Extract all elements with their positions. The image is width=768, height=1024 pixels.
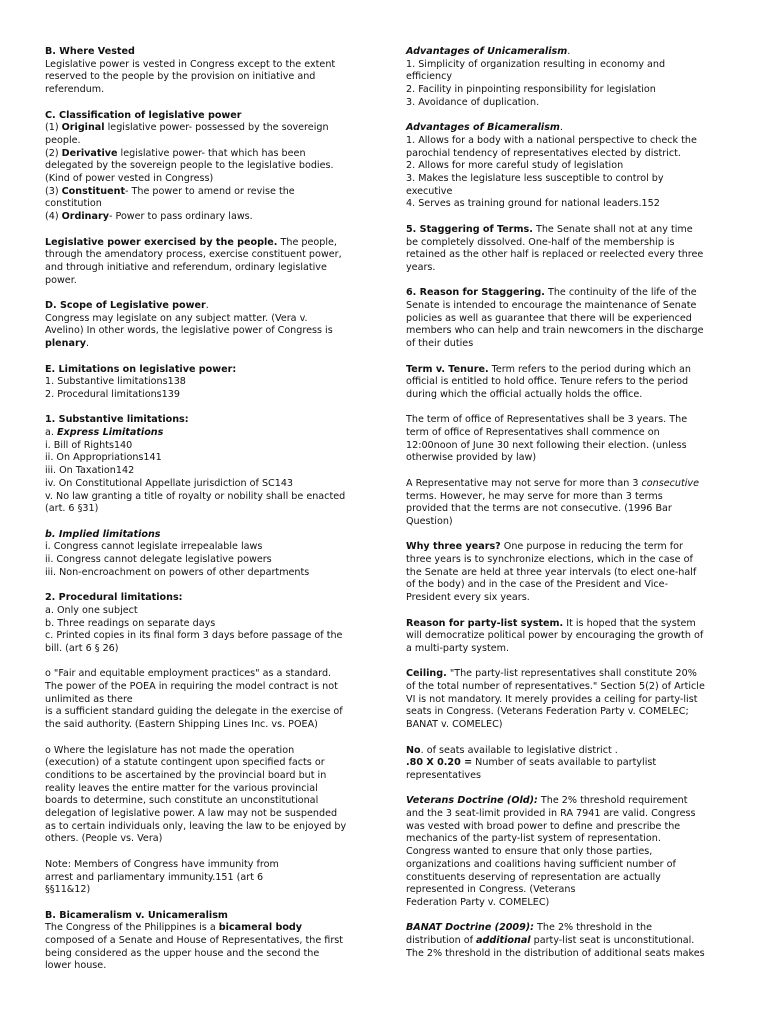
text-line bbox=[406, 160, 726, 173]
text-line bbox=[45, 554, 367, 567]
text-line bbox=[406, 503, 726, 516]
text-run: retained as the other half is replaced or reelected every three bbox=[406, 249, 704, 261]
text-run: through the amendatory process, exercise constituent power, bbox=[45, 249, 342, 261]
text-section bbox=[406, 364, 726, 402]
text-line bbox=[406, 770, 726, 783]
text-line bbox=[45, 960, 367, 973]
text-run: a. bbox=[45, 427, 57, 439]
text-run: Congress wanted to ensure that only those parties, bbox=[406, 846, 653, 858]
text-run: 3. Avoidance of duplication. bbox=[406, 96, 540, 108]
text-line bbox=[406, 262, 726, 275]
text-section bbox=[406, 795, 726, 909]
text-section bbox=[45, 300, 367, 351]
text-run: unlimited as there bbox=[45, 693, 133, 705]
text-run: power. bbox=[45, 274, 77, 286]
text-run: The 2% threshold requirement bbox=[537, 795, 688, 807]
text-run: policies as well as guarantee that there will be experienced bbox=[406, 312, 692, 324]
text-run: 1. Substantive limitations: bbox=[45, 414, 189, 426]
text-section bbox=[45, 859, 367, 897]
text-line bbox=[406, 757, 726, 770]
text-run: 2. Facility in pinpointing responsibility for legislation bbox=[406, 84, 656, 96]
text-run: three years is to synchronize elections, which in the case of bbox=[406, 554, 693, 566]
text-line bbox=[406, 554, 726, 567]
text-run: seats in Congress. (Veterans Federation Party v. COMELEC; bbox=[406, 706, 689, 718]
text-run: The Senate shall not at any time bbox=[532, 223, 693, 235]
text-line bbox=[45, 148, 367, 161]
text-run: §§11&12) bbox=[45, 884, 91, 896]
text-run: C. Classification of legislative power bbox=[45, 109, 242, 121]
text-line bbox=[45, 706, 367, 719]
text-line bbox=[406, 97, 726, 110]
text-line bbox=[45, 872, 367, 885]
text-line bbox=[45, 465, 367, 478]
text-line bbox=[406, 198, 726, 211]
text-line bbox=[45, 681, 367, 694]
text-run: Term v. Tenure. bbox=[406, 363, 489, 375]
text-line bbox=[45, 592, 367, 605]
text-line bbox=[45, 262, 367, 275]
text-line bbox=[45, 745, 367, 758]
text-run: reserved to the people by the provision on initiative and bbox=[45, 71, 316, 83]
text-line bbox=[45, 668, 367, 681]
text-line bbox=[45, 300, 367, 313]
text-line bbox=[406, 478, 726, 491]
text-line bbox=[45, 135, 367, 148]
text-section bbox=[406, 414, 726, 465]
text-line bbox=[45, 541, 367, 554]
text-line bbox=[406, 491, 726, 504]
text-line bbox=[45, 910, 367, 923]
text-run: Express Limitations bbox=[56, 427, 164, 439]
text-run: Ceiling. bbox=[406, 668, 447, 680]
text-run: ii. Congress cannot delegate legislative powers bbox=[45, 554, 272, 566]
text-run: Question) bbox=[406, 515, 453, 527]
text-run: Federation Party v. COMELEC) bbox=[406, 896, 550, 908]
text-line bbox=[406, 135, 726, 148]
text-run: o "Fair and equitable employment practices" as a standard. bbox=[45, 668, 332, 680]
text-line bbox=[45, 630, 367, 643]
text-line bbox=[406, 694, 726, 707]
text-run: . bbox=[205, 300, 209, 312]
text-run: President every six years. bbox=[406, 592, 530, 604]
text-line bbox=[45, 503, 367, 516]
text-run: Note: Members of Congress have immunity from bbox=[45, 858, 279, 870]
text-run: - Power to pass ordinary laws. bbox=[108, 211, 253, 223]
text-run: people. bbox=[45, 134, 81, 146]
text-run: Number of seats available to partylist bbox=[472, 757, 657, 769]
text-line bbox=[406, 541, 726, 554]
text-run: iii. On Taxation142 bbox=[45, 465, 135, 477]
text-run: the Senate are held at three year intervals (to elect one-half bbox=[406, 566, 697, 578]
text-line bbox=[406, 846, 726, 859]
text-line bbox=[406, 287, 726, 300]
text-run: provided that the terms are not consecutive. (1996 Bar bbox=[406, 503, 672, 515]
text-run: is a sufficient standard guiding the delegate in the exercise of bbox=[45, 706, 343, 718]
text-line bbox=[45, 795, 367, 808]
text-line bbox=[45, 338, 367, 351]
text-run: The 2% threshold in the distribution of additional seats makes bbox=[406, 947, 705, 959]
text-run: delegated by the sovereign people to the legislative bodies. bbox=[45, 160, 334, 172]
text-run: . bbox=[85, 338, 90, 350]
text-line bbox=[406, 618, 726, 631]
text-line bbox=[406, 338, 726, 351]
text-run: distribution of bbox=[406, 935, 477, 947]
text-line bbox=[406, 249, 726, 262]
text-line bbox=[406, 795, 726, 808]
text-run: No bbox=[406, 744, 421, 756]
text-line bbox=[45, 313, 367, 326]
text-run: a multi-party system. bbox=[406, 642, 510, 654]
text-line bbox=[45, 922, 367, 935]
text-run: legislative power- possessed by the sovereign bbox=[104, 122, 329, 134]
text-run: The people, bbox=[277, 236, 337, 248]
text-run: BANAT Doctrine (2009): bbox=[406, 922, 534, 934]
text-run: 2. Allows for more careful study of legislation bbox=[406, 160, 624, 172]
text-run: organizations and coalitions having sufficient number of bbox=[406, 858, 676, 870]
text-run: Advantages of Unicameralism bbox=[406, 46, 568, 57]
text-line bbox=[406, 186, 726, 199]
text-line bbox=[45, 389, 367, 402]
text-run: terms. However, he may serve for more than 3 terms bbox=[406, 490, 663, 502]
text-line bbox=[406, 821, 726, 834]
text-run: c. Printed copies in its final form 3 days before passage of the bbox=[45, 630, 343, 642]
text-section bbox=[406, 287, 726, 351]
text-run: being considered as the upper house and the second the bbox=[45, 947, 320, 959]
text-line bbox=[45, 719, 367, 732]
text-line bbox=[45, 821, 367, 834]
text-run: a. Only one subject bbox=[45, 604, 138, 616]
text-run: 5. Staggering of Terms. bbox=[406, 223, 533, 235]
text-run: (3) bbox=[45, 185, 62, 197]
text-line bbox=[45, 529, 367, 542]
text-line bbox=[45, 440, 367, 453]
text-section bbox=[45, 414, 367, 516]
text-line bbox=[406, 452, 726, 465]
text-line bbox=[406, 313, 726, 326]
text-run: bill. (art 6 § 26) bbox=[45, 642, 119, 654]
text-run: parochial tendency of representatives elected by district. bbox=[406, 147, 681, 159]
text-run: during which the official actually holds the office. bbox=[406, 388, 643, 400]
text-line bbox=[406, 71, 726, 84]
text-run: 4. Serves as training ground for national leaders.152 bbox=[406, 198, 660, 210]
text-run: legislative power- that which has been bbox=[117, 147, 306, 159]
text-run: Ordinary bbox=[61, 211, 109, 223]
text-line bbox=[406, 668, 726, 681]
text-line bbox=[45, 948, 367, 961]
text-line bbox=[45, 237, 367, 250]
text-run: iv. On Constitutional Appellate jurisdiction of SC143 bbox=[45, 477, 294, 489]
text-run: years. bbox=[406, 261, 436, 273]
text-line bbox=[45, 122, 367, 135]
text-run: B. Bicameralism v. Unicameralism bbox=[45, 909, 228, 921]
text-line bbox=[45, 491, 367, 504]
text-run: (4) bbox=[45, 211, 62, 223]
text-run: One purpose in reducing the term for bbox=[500, 541, 683, 553]
text-run: (1) bbox=[45, 122, 62, 134]
text-section bbox=[45, 237, 367, 288]
text-run: the said authority. (Eastern Shipping Lines Inc. vs. POEA) bbox=[45, 719, 318, 731]
text-run: arrest and parliamentary immunity.151 (art 6 bbox=[45, 871, 264, 883]
text-line bbox=[45, 59, 367, 72]
text-line bbox=[45, 694, 367, 707]
text-run: will democratize political power by encouraging the growth of bbox=[406, 630, 704, 642]
text-run: B. Where Vested bbox=[45, 46, 135, 57]
text-line bbox=[406, 389, 726, 402]
text-section bbox=[406, 224, 726, 275]
text-run: E. Limitations on legislative power: bbox=[45, 363, 237, 375]
text-section bbox=[45, 529, 367, 580]
text-run: efficiency bbox=[406, 71, 453, 83]
text-line bbox=[45, 249, 367, 262]
text-run: o Where the legislature has not made the operation bbox=[45, 744, 295, 756]
text-line bbox=[406, 897, 726, 910]
text-line bbox=[45, 364, 367, 377]
text-section bbox=[45, 46, 367, 97]
text-line bbox=[406, 376, 726, 389]
text-run: Derivative bbox=[61, 147, 118, 159]
text-line bbox=[406, 935, 726, 948]
text-line bbox=[406, 516, 726, 529]
text-run: (art. 6 §31) bbox=[45, 503, 99, 515]
text-run: members who can help and train newcomers in the discharge bbox=[406, 325, 704, 337]
text-run: (2) bbox=[45, 147, 62, 159]
text-line bbox=[45, 478, 367, 491]
text-line bbox=[45, 211, 367, 224]
text-line bbox=[406, 948, 726, 961]
text-run: ii. On Appropriations141 bbox=[45, 452, 162, 464]
text-run: The 2% threshold in the bbox=[534, 922, 652, 934]
text-line bbox=[45, 376, 367, 389]
text-run: D. Scope of Legislative power bbox=[45, 300, 206, 312]
text-line bbox=[406, 300, 726, 313]
text-run: 2. Procedural limitations: bbox=[45, 592, 183, 604]
text-run: Avelino) In other words, the legislative power of Congress is bbox=[45, 325, 333, 337]
text-line bbox=[406, 325, 726, 338]
left-column bbox=[45, 46, 367, 986]
text-line bbox=[45, 567, 367, 580]
text-line bbox=[406, 567, 726, 580]
text-run: Legislative power exercised by the people. bbox=[45, 236, 278, 248]
text-line bbox=[406, 859, 726, 872]
text-line bbox=[406, 745, 726, 758]
text-run: was vested with broad power to define and prescribe the bbox=[406, 820, 681, 832]
text-section bbox=[406, 922, 726, 960]
text-run: 12:00noon of June 30 next following their election. (unless bbox=[406, 439, 687, 451]
text-run: Senate is intended to encourage the maintenance of Senate bbox=[406, 300, 697, 312]
text-run: constitution bbox=[45, 198, 102, 210]
text-run: . of seats available to legislative district . bbox=[420, 744, 618, 756]
text-run: bicameral body bbox=[218, 922, 303, 934]
text-run: BANAT v. COMELEC) bbox=[406, 719, 503, 731]
text-run: iii. Non-encroachment on powers of other departments bbox=[45, 566, 310, 578]
text-line bbox=[406, 643, 726, 656]
text-run: be completely dissolved. One-half of the membership is bbox=[406, 236, 675, 248]
text-run: A Representative may not serve for more than 3 bbox=[406, 477, 642, 489]
text-run: others. (People vs. Vera) bbox=[45, 833, 163, 845]
text-line bbox=[406, 84, 726, 97]
text-line bbox=[406, 922, 726, 935]
text-run: as to certain individuals only, leaving the law to be enjoyed by bbox=[45, 820, 347, 832]
text-run: Original bbox=[61, 122, 105, 134]
text-run: VI is not mandatory. It merely provides a ceiling for party-list bbox=[406, 693, 698, 705]
text-line bbox=[45, 833, 367, 846]
text-run: official is entitled to hold office. Tenure refers to the period bbox=[406, 376, 689, 388]
text-run: . bbox=[567, 46, 571, 57]
text-line bbox=[45, 325, 367, 338]
text-run: The Congress of the Philippines is a bbox=[45, 922, 219, 934]
text-line bbox=[406, 681, 726, 694]
text-run: Reason for party-list system. bbox=[406, 617, 564, 629]
text-run: Congress may legislate on any subject matter. (Vera v. bbox=[45, 312, 308, 324]
text-line bbox=[45, 160, 367, 173]
text-run: term of office of Representatives shall commence on bbox=[406, 427, 660, 439]
text-section bbox=[45, 668, 367, 732]
text-line bbox=[45, 452, 367, 465]
text-line bbox=[406, 719, 726, 732]
text-line bbox=[45, 859, 367, 872]
text-line bbox=[406, 706, 726, 719]
text-run: lower house. bbox=[45, 960, 107, 972]
text-section bbox=[406, 745, 726, 783]
text-line bbox=[45, 427, 367, 440]
text-section bbox=[406, 46, 726, 110]
text-run: Constituent bbox=[61, 185, 126, 197]
text-run: . bbox=[559, 122, 563, 134]
text-section bbox=[406, 618, 726, 656]
text-run: additional bbox=[476, 935, 531, 947]
text-run: 3. Makes the legislature less susceptible to control by bbox=[406, 173, 664, 185]
text-line bbox=[45, 414, 367, 427]
text-line bbox=[45, 173, 367, 186]
text-run: delegation of legislative power. A law may not be suspended bbox=[45, 808, 338, 820]
text-run: reality leaves the entire matter for the various provincial bbox=[45, 782, 318, 794]
text-line bbox=[406, 833, 726, 846]
text-line bbox=[45, 275, 367, 288]
text-line bbox=[45, 84, 367, 97]
text-run: representatives bbox=[406, 769, 481, 781]
text-run: i. Congress cannot legislate irrepealable laws bbox=[45, 541, 263, 553]
text-run: referendum. bbox=[45, 84, 105, 96]
text-run: The continuity of the life of the bbox=[544, 287, 697, 299]
text-run: conditions to be ascertained by the provincial board but in bbox=[45, 769, 327, 781]
text-line bbox=[406, 872, 726, 885]
text-run: of the total number of representatives." Section 5(2) of Article bbox=[406, 681, 705, 693]
text-line bbox=[45, 808, 367, 821]
text-run: "The party-list representatives shall constitute 20% bbox=[446, 668, 697, 680]
right-column bbox=[406, 46, 726, 973]
text-line bbox=[406, 122, 726, 135]
text-line bbox=[45, 186, 367, 199]
text-run: and the 3 seat-limit provided in RA 7941 are valid. Congress bbox=[406, 808, 696, 820]
text-line bbox=[45, 770, 367, 783]
text-run: (execution) of a statute contingent upon specified facts or bbox=[45, 757, 325, 769]
text-line bbox=[406, 808, 726, 821]
text-line bbox=[406, 427, 726, 440]
text-line bbox=[406, 579, 726, 592]
text-run: 2. Procedural limitations139 bbox=[45, 388, 180, 400]
text-section bbox=[45, 745, 367, 847]
text-run: 1. Simplicity of organization resulting in economy and bbox=[406, 58, 666, 70]
text-run: Veterans Doctrine (Old): bbox=[406, 795, 538, 807]
text-line bbox=[45, 198, 367, 211]
text-line bbox=[406, 440, 726, 453]
text-line bbox=[406, 630, 726, 643]
text-line bbox=[406, 592, 726, 605]
text-run: consecutive bbox=[641, 477, 699, 489]
text-line bbox=[45, 46, 367, 59]
text-line bbox=[45, 643, 367, 656]
text-section bbox=[45, 592, 367, 656]
text-run: The term of office of Representatives shall be 3 years. The bbox=[406, 414, 688, 426]
text-run: constituents deserving of representation are actually bbox=[406, 871, 661, 883]
text-run: It is hoped that the system bbox=[563, 617, 696, 629]
text-line bbox=[406, 224, 726, 237]
text-run: plenary bbox=[45, 338, 86, 350]
text-line bbox=[45, 71, 367, 84]
text-run: Legislative power is vested in Congress except to the extent bbox=[45, 58, 336, 70]
text-run: .80 X 0.20 = bbox=[406, 757, 473, 769]
text-run: boards to determine, such constitute an unconstitutional bbox=[45, 795, 319, 807]
text-run: 6. Reason for Staggering. bbox=[406, 287, 545, 299]
text-line bbox=[45, 783, 367, 796]
text-line bbox=[406, 148, 726, 161]
text-run: otherwise provided by law) bbox=[406, 452, 537, 464]
text-run: of the body) and in the case of the President and Vice- bbox=[406, 579, 669, 591]
text-line bbox=[45, 884, 367, 897]
text-line bbox=[45, 757, 367, 770]
text-section bbox=[45, 910, 367, 974]
text-line bbox=[406, 46, 726, 59]
text-section bbox=[406, 478, 726, 529]
text-run: Why three years? bbox=[406, 541, 501, 553]
text-line bbox=[45, 605, 367, 618]
text-line bbox=[406, 884, 726, 897]
text-line bbox=[45, 935, 367, 948]
text-run: and through initiative and referendum, ordinary legislative bbox=[45, 261, 327, 273]
text-run: b. Implied limitations bbox=[45, 528, 161, 540]
text-line bbox=[406, 414, 726, 427]
text-line bbox=[406, 173, 726, 186]
text-run: of their duties bbox=[406, 338, 474, 350]
text-line bbox=[406, 237, 726, 250]
text-run: 1. Substantive limitations138 bbox=[45, 376, 186, 388]
text-run: Advantages of Bicameralism bbox=[406, 122, 560, 134]
text-line bbox=[406, 59, 726, 72]
text-line bbox=[45, 618, 367, 631]
text-run: The power of the POEA in requiring the model contract is not bbox=[45, 681, 338, 693]
text-run: 1. Allows for a body with a national perspective to check the bbox=[406, 134, 697, 146]
text-section bbox=[406, 668, 726, 732]
text-run: i. Bill of Rights140 bbox=[45, 439, 133, 451]
text-section bbox=[45, 110, 367, 224]
text-section bbox=[406, 541, 726, 605]
text-section bbox=[406, 122, 726, 211]
text-run: party-list seat is unconstitutional. bbox=[530, 935, 695, 947]
text-section bbox=[45, 364, 367, 402]
text-run: executive bbox=[406, 185, 453, 197]
text-run: represented in Congress. (Veterans bbox=[406, 884, 576, 896]
text-run: mechanics of the party-list system of representation. bbox=[406, 833, 661, 845]
text-run: v. No law granting a title of royalty or nobility shall be enacted bbox=[45, 490, 346, 502]
text-run: b. Three readings on separate days bbox=[45, 617, 216, 629]
text-run: (Kind of power vested in Congress) bbox=[45, 173, 214, 185]
text-line bbox=[45, 110, 367, 123]
text-run: - The power to amend or revise the bbox=[125, 185, 295, 197]
text-line bbox=[406, 364, 726, 377]
text-run: Term refers to the period during which an bbox=[488, 363, 691, 375]
text-run: composed of a Senate and House of Representatives, the first bbox=[45, 935, 344, 947]
